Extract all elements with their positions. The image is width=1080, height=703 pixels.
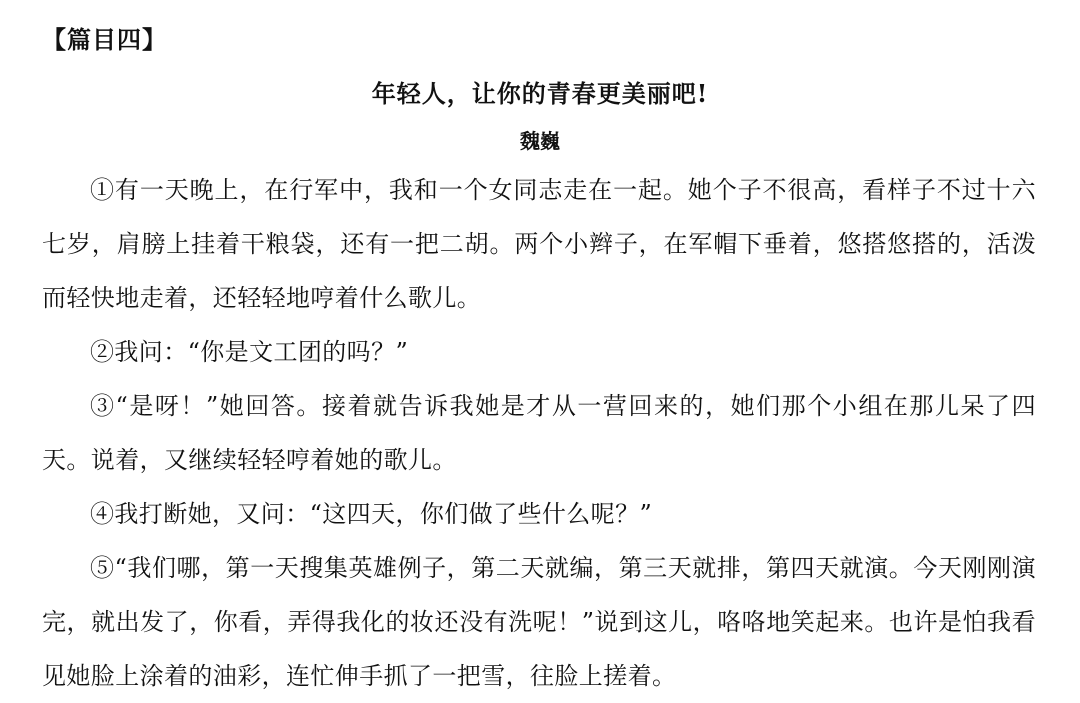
paragraph-3: ③“是呀！”她回答。接着就告诉我她是才从一营回来的，她们那个小组在那儿呆了四天。说着，又继续轻轻哼着她的歌儿。 [42,392,1036,474]
paragraph-5: ⑤“我们哪，第一天搜集英雄例子，第二天就编，第三天就排，第四天就演。今天刚刚演完，就出发了，你看，弄得我化的妆还没有洗呢！”说到这儿，咯咯地笑起来。也许是怕我看见她脸上涂着的油彩，连忙伸手抓了一把雪，往脸上搓着。 [42,554,1036,690]
section-label: 【篇目四】 [42,26,167,54]
article-author: 魏巍 [520,129,560,153]
paragraph-2: ②我问：“你是文工团的吗？” [90,338,409,366]
paragraph-1: ①有一天晚上，在行军中，我和一个女同志走在一起。她个子不很高，看样子不过十六七岁，肩膀上挂着干粮袋，还有一把二胡。两个小辫子，在军帽下垂着，悠搭悠搭的，活泼而轻快地走着，还轻轻地哼着什么歌儿。 [42,176,1036,312]
article-title: 年轻人，让你的青春更美丽吧! [371,79,709,108]
article-body [42,163,1036,703]
paragraph-4: ④我打断她，又问：“这四天，你们做了些什么呢？” [90,500,653,528]
